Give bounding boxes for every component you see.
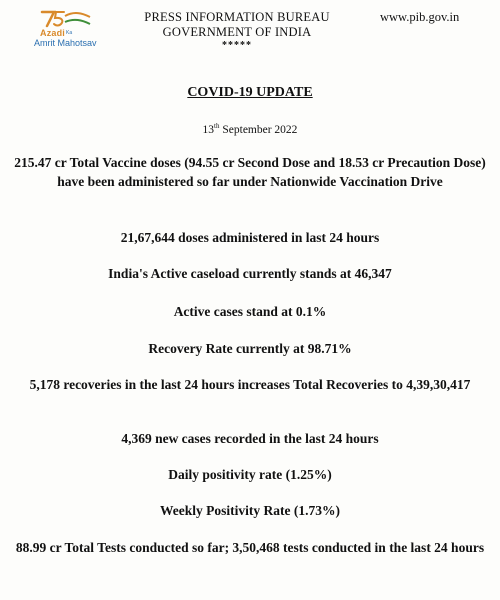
logo-text-azadi: Azadi xyxy=(40,28,66,38)
update-item-weekly-positivity: Weekly Positivity Rate (1.73%) xyxy=(160,503,340,518)
update-item-daily-positivity: Daily positivity rate (1.25%) xyxy=(168,467,332,482)
update-item-recovery-rate: Recovery Rate currently at 98.71% xyxy=(148,341,352,356)
page-title: COVID-19 UPDATE xyxy=(187,85,313,100)
update-item-active-caseload: India's Active caseload currently stands at 46,347 xyxy=(108,266,392,281)
release-date xyxy=(0,122,500,136)
bureau-name: PRESS INFORMATION BUREAU xyxy=(144,10,330,24)
update-item-new-cases: 4,369 new cases recorded in the last 24 hours xyxy=(121,431,379,446)
page-header xyxy=(0,0,500,60)
separator-stars: ***** xyxy=(222,40,252,51)
logo-text-amrit-mahotsav: Amrit Mahotsav xyxy=(34,38,97,48)
website-link[interactable]: www.pib.gov.in xyxy=(380,10,460,24)
update-item-doses-24h: 21,67,644 doses administered in last 24 hours xyxy=(120,230,380,245)
date-rest: September 2022 xyxy=(219,123,298,136)
update-item-total-tests: 88.99 cr Total Tests conducted so far; 3,50,468 tests conducted in the last 24 hours xyxy=(15,540,485,555)
bureau-block xyxy=(142,10,332,52)
date-suffix: th xyxy=(214,122,220,130)
government-name: GOVERNMENT OF INDIA xyxy=(162,25,312,39)
update-item-vaccine-doses: 215.47 cr Total Vaccine doses (94.55 cr Second Dose and 18.53 cr Precaution Dose) have been administered so far under Nationwide Vaccination Drive xyxy=(14,155,486,189)
logo-text-ka: Ka xyxy=(66,30,73,36)
date-day: 13 xyxy=(202,123,215,136)
update-item-active-cases: Active cases stand at 0.1% xyxy=(173,304,327,319)
azadi-ka-amrit-mahotsav-logo xyxy=(34,8,124,50)
update-item-recoveries: 5,178 recoveries in the last 24 hours increases Total Recoveries to 4,39,30,417 xyxy=(29,377,471,392)
